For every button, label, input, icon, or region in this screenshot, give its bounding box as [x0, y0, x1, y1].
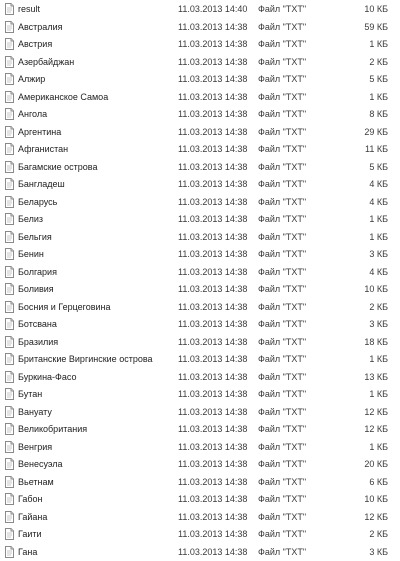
- text-file-icon: [5, 231, 14, 243]
- file-name: Бразилия: [18, 337, 58, 347]
- file-row[interactable]: [0, 71, 400, 89]
- file-type: Файл "TXT": [258, 354, 306, 364]
- file-name: Багамские острова: [18, 162, 97, 172]
- file-date-modified: 11.03.2013 14:38: [178, 127, 247, 137]
- text-file-icon: [5, 388, 14, 400]
- file-size: 12 КБ: [364, 407, 388, 417]
- text-file-icon: [5, 108, 14, 120]
- file-size: 8 КБ: [369, 109, 388, 119]
- file-date-modified: 11.03.2013 14:38: [178, 372, 247, 382]
- file-row[interactable]: [0, 1, 400, 19]
- file-date-modified: 11.03.2013 14:38: [178, 22, 247, 32]
- file-row[interactable]: [0, 526, 400, 544]
- file-size: 5 КБ: [369, 162, 388, 172]
- file-name: Габон: [18, 494, 43, 504]
- file-date-modified: 11.03.2013 14:38: [178, 529, 247, 539]
- file-name: Белиз: [18, 214, 43, 224]
- file-type: Файл "TXT": [258, 424, 306, 434]
- file-name: Афганистан: [18, 144, 68, 154]
- file-type: Файл "TXT": [258, 232, 306, 242]
- file-type: Файл "TXT": [258, 459, 306, 469]
- file-name: Болгария: [18, 267, 57, 277]
- file-row[interactable]: [0, 334, 400, 352]
- text-file-icon: [5, 283, 14, 295]
- file-type: Файл "TXT": [258, 92, 306, 102]
- file-size: 2 КБ: [369, 302, 388, 312]
- file-name: Боливия: [18, 284, 54, 294]
- file-date-modified: 11.03.2013 14:38: [178, 74, 247, 84]
- text-file-icon: [5, 406, 14, 418]
- file-row[interactable]: [0, 54, 400, 72]
- file-row[interactable]: [0, 264, 400, 282]
- file-date-modified: 11.03.2013 14:38: [178, 249, 247, 259]
- file-row[interactable]: [0, 439, 400, 457]
- file-date-modified: 11.03.2013 14:38: [178, 92, 247, 102]
- file-type: Файл "TXT": [258, 389, 306, 399]
- file-date-modified: 11.03.2013 14:38: [178, 144, 247, 154]
- file-size: 1 КБ: [369, 354, 388, 364]
- file-date-modified: 11.03.2013 14:38: [178, 459, 247, 469]
- file-row[interactable]: [0, 491, 400, 509]
- file-type: Файл "TXT": [258, 249, 306, 259]
- file-size: 3 КБ: [369, 547, 388, 557]
- text-file-icon: [5, 178, 14, 190]
- file-type: Файл "TXT": [258, 512, 306, 522]
- file-name: Бангладеш: [18, 179, 65, 189]
- file-name: Венесуэла: [18, 459, 63, 469]
- file-size: 59 КБ: [364, 22, 388, 32]
- text-file-icon: [5, 143, 14, 155]
- file-type: Файл "TXT": [258, 57, 306, 67]
- file-size: 10 КБ: [364, 494, 388, 504]
- file-size: 4 КБ: [369, 197, 388, 207]
- file-type: Файл "TXT": [258, 284, 306, 294]
- file-type: Файл "TXT": [258, 4, 306, 14]
- file-name: Гана: [18, 547, 37, 557]
- file-type: Файл "TXT": [258, 547, 306, 557]
- text-file-icon: [5, 546, 14, 558]
- text-file-icon: [5, 476, 14, 488]
- file-name: Британские Виргинские острова: [18, 354, 153, 364]
- file-size: 10 КБ: [364, 284, 388, 294]
- file-date-modified: 11.03.2013 14:38: [178, 109, 247, 119]
- file-date-modified: 11.03.2013 14:38: [178, 162, 247, 172]
- file-date-modified: 11.03.2013 14:38: [178, 477, 247, 487]
- text-file-icon: [5, 371, 14, 383]
- file-type: Файл "TXT": [258, 197, 306, 207]
- text-file-icon: [5, 493, 14, 505]
- text-file-icon: [5, 458, 14, 470]
- file-name: Ботсвана: [18, 319, 57, 329]
- file-name: Венгрия: [18, 442, 52, 452]
- file-row[interactable]: [0, 544, 400, 561]
- file-type: Файл "TXT": [258, 407, 306, 417]
- file-row[interactable]: [0, 106, 400, 124]
- file-date-modified: 11.03.2013 14:38: [178, 494, 247, 504]
- file-row[interactable]: [0, 456, 400, 474]
- file-date-modified: 11.03.2013 14:38: [178, 547, 247, 557]
- text-file-icon: [5, 423, 14, 435]
- file-name: Австралия: [18, 22, 62, 32]
- file-row[interactable]: [0, 351, 400, 369]
- file-date-modified: 11.03.2013 14:40: [178, 4, 247, 14]
- file-name: Беларусь: [18, 197, 57, 207]
- text-file-icon: [5, 213, 14, 225]
- file-size: 13 КБ: [364, 372, 388, 382]
- file-type: Файл "TXT": [258, 39, 306, 49]
- file-size: 20 КБ: [364, 459, 388, 469]
- file-row[interactable]: [0, 404, 400, 422]
- text-file-icon: [5, 196, 14, 208]
- file-row[interactable]: [0, 36, 400, 54]
- file-name: Бенин: [18, 249, 44, 259]
- file-date-modified: 11.03.2013 14:38: [178, 512, 247, 522]
- file-type: Файл "TXT": [258, 529, 306, 539]
- file-type: Файл "TXT": [258, 372, 306, 382]
- file-date-modified: 11.03.2013 14:38: [178, 57, 247, 67]
- file-size: 12 КБ: [364, 512, 388, 522]
- text-file-icon: [5, 161, 14, 173]
- file-row[interactable]: [0, 194, 400, 212]
- file-name: Азербайджан: [18, 57, 74, 67]
- file-type: Файл "TXT": [258, 179, 306, 189]
- file-type: Файл "TXT": [258, 267, 306, 277]
- text-file-icon: [5, 3, 14, 15]
- file-row[interactable]: [0, 176, 400, 194]
- file-row[interactable]: [0, 159, 400, 177]
- file-row[interactable]: [0, 229, 400, 247]
- file-type: Файл "TXT": [258, 477, 306, 487]
- file-list: [0, 1, 400, 561]
- file-type: Файл "TXT": [258, 109, 306, 119]
- file-name: Великобритания: [18, 424, 87, 434]
- file-type: Файл "TXT": [258, 302, 306, 312]
- file-size: 4 КБ: [369, 179, 388, 189]
- file-date-modified: 11.03.2013 14:38: [178, 407, 247, 417]
- file-name: Аргентина: [18, 127, 61, 137]
- file-row[interactable]: [0, 369, 400, 387]
- file-name: Вьетнам: [18, 477, 54, 487]
- file-name: Буркина-Фасо: [18, 372, 77, 382]
- file-date-modified: 11.03.2013 14:38: [178, 267, 247, 277]
- file-type: Файл "TXT": [258, 162, 306, 172]
- text-file-icon: [5, 353, 14, 365]
- file-name: result: [18, 4, 40, 14]
- file-row[interactable]: [0, 141, 400, 159]
- file-size: 1 КБ: [369, 232, 388, 242]
- file-row[interactable]: [0, 281, 400, 299]
- file-row[interactable]: [0, 474, 400, 492]
- file-size: 10 КБ: [364, 4, 388, 14]
- file-date-modified: 11.03.2013 14:38: [178, 179, 247, 189]
- file-name: Гайана: [18, 512, 47, 522]
- file-name: Вануату: [18, 407, 52, 417]
- file-size: 6 КБ: [369, 477, 388, 487]
- file-size: 12 КБ: [364, 424, 388, 434]
- file-size: 3 КБ: [369, 319, 388, 329]
- file-row[interactable]: [0, 386, 400, 404]
- file-size: 1 КБ: [369, 92, 388, 102]
- file-size: 11 КБ: [365, 144, 388, 154]
- text-file-icon: [5, 126, 14, 138]
- file-name: Австрия: [18, 39, 52, 49]
- file-row[interactable]: [0, 19, 400, 37]
- file-name: Ангола: [18, 109, 47, 119]
- file-date-modified: 11.03.2013 14:38: [178, 337, 247, 347]
- file-date-modified: 11.03.2013 14:38: [178, 214, 247, 224]
- text-file-icon: [5, 511, 14, 523]
- file-type: Файл "TXT": [258, 319, 306, 329]
- file-type: Файл "TXT": [258, 214, 306, 224]
- file-type: Файл "TXT": [258, 494, 306, 504]
- file-size: 18 КБ: [364, 337, 388, 347]
- file-row[interactable]: [0, 89, 400, 107]
- file-size: 2 КБ: [369, 57, 388, 67]
- file-row[interactable]: [0, 299, 400, 317]
- file-name: Бутан: [18, 389, 42, 399]
- file-size: 3 КБ: [369, 249, 388, 259]
- file-row[interactable]: [0, 421, 400, 439]
- file-type: Файл "TXT": [258, 442, 306, 452]
- file-size: 1 КБ: [369, 389, 388, 399]
- file-name: Американское Самоа: [18, 92, 108, 102]
- file-date-modified: 11.03.2013 14:38: [178, 319, 247, 329]
- file-size: 5 КБ: [369, 74, 388, 84]
- text-file-icon: [5, 528, 14, 540]
- file-date-modified: 11.03.2013 14:38: [178, 39, 247, 49]
- file-size: 29 КБ: [364, 127, 388, 137]
- text-file-icon: [5, 248, 14, 260]
- file-date-modified: 11.03.2013 14:38: [178, 354, 247, 364]
- file-name: Бельгия: [18, 232, 52, 242]
- file-date-modified: 11.03.2013 14:38: [178, 442, 247, 452]
- text-file-icon: [5, 318, 14, 330]
- file-name: Гаити: [18, 529, 42, 539]
- file-row[interactable]: [0, 246, 400, 264]
- text-file-icon: [5, 56, 14, 68]
- file-size: 1 КБ: [369, 442, 388, 452]
- file-date-modified: 11.03.2013 14:38: [178, 424, 247, 434]
- file-row[interactable]: [0, 211, 400, 229]
- text-file-icon: [5, 73, 14, 85]
- text-file-icon: [5, 21, 14, 33]
- file-size: 2 КБ: [369, 529, 388, 539]
- text-file-icon: [5, 38, 14, 50]
- file-row[interactable]: [0, 316, 400, 334]
- file-name: Алжир: [18, 74, 45, 84]
- file-type: Файл "TXT": [258, 74, 306, 84]
- file-size: 1 КБ: [369, 214, 388, 224]
- file-size: 1 КБ: [369, 39, 388, 49]
- text-file-icon: [5, 336, 14, 348]
- file-row[interactable]: [0, 509, 400, 527]
- file-date-modified: 11.03.2013 14:38: [178, 302, 247, 312]
- file-date-modified: 11.03.2013 14:38: [178, 389, 247, 399]
- file-name: Босния и Герцеговина: [18, 302, 111, 312]
- file-row[interactable]: [0, 124, 400, 142]
- file-type: Файл "TXT": [258, 144, 306, 154]
- text-file-icon: [5, 266, 14, 278]
- file-type: Файл "TXT": [258, 22, 306, 32]
- file-size: 4 КБ: [369, 267, 388, 277]
- file-date-modified: 11.03.2013 14:38: [178, 197, 247, 207]
- file-date-modified: 11.03.2013 14:38: [178, 232, 247, 242]
- text-file-icon: [5, 91, 14, 103]
- file-type: Файл "TXT": [258, 337, 306, 347]
- file-date-modified: 11.03.2013 14:38: [178, 284, 247, 294]
- text-file-icon: [5, 301, 14, 313]
- file-type: Файл "TXT": [258, 127, 306, 137]
